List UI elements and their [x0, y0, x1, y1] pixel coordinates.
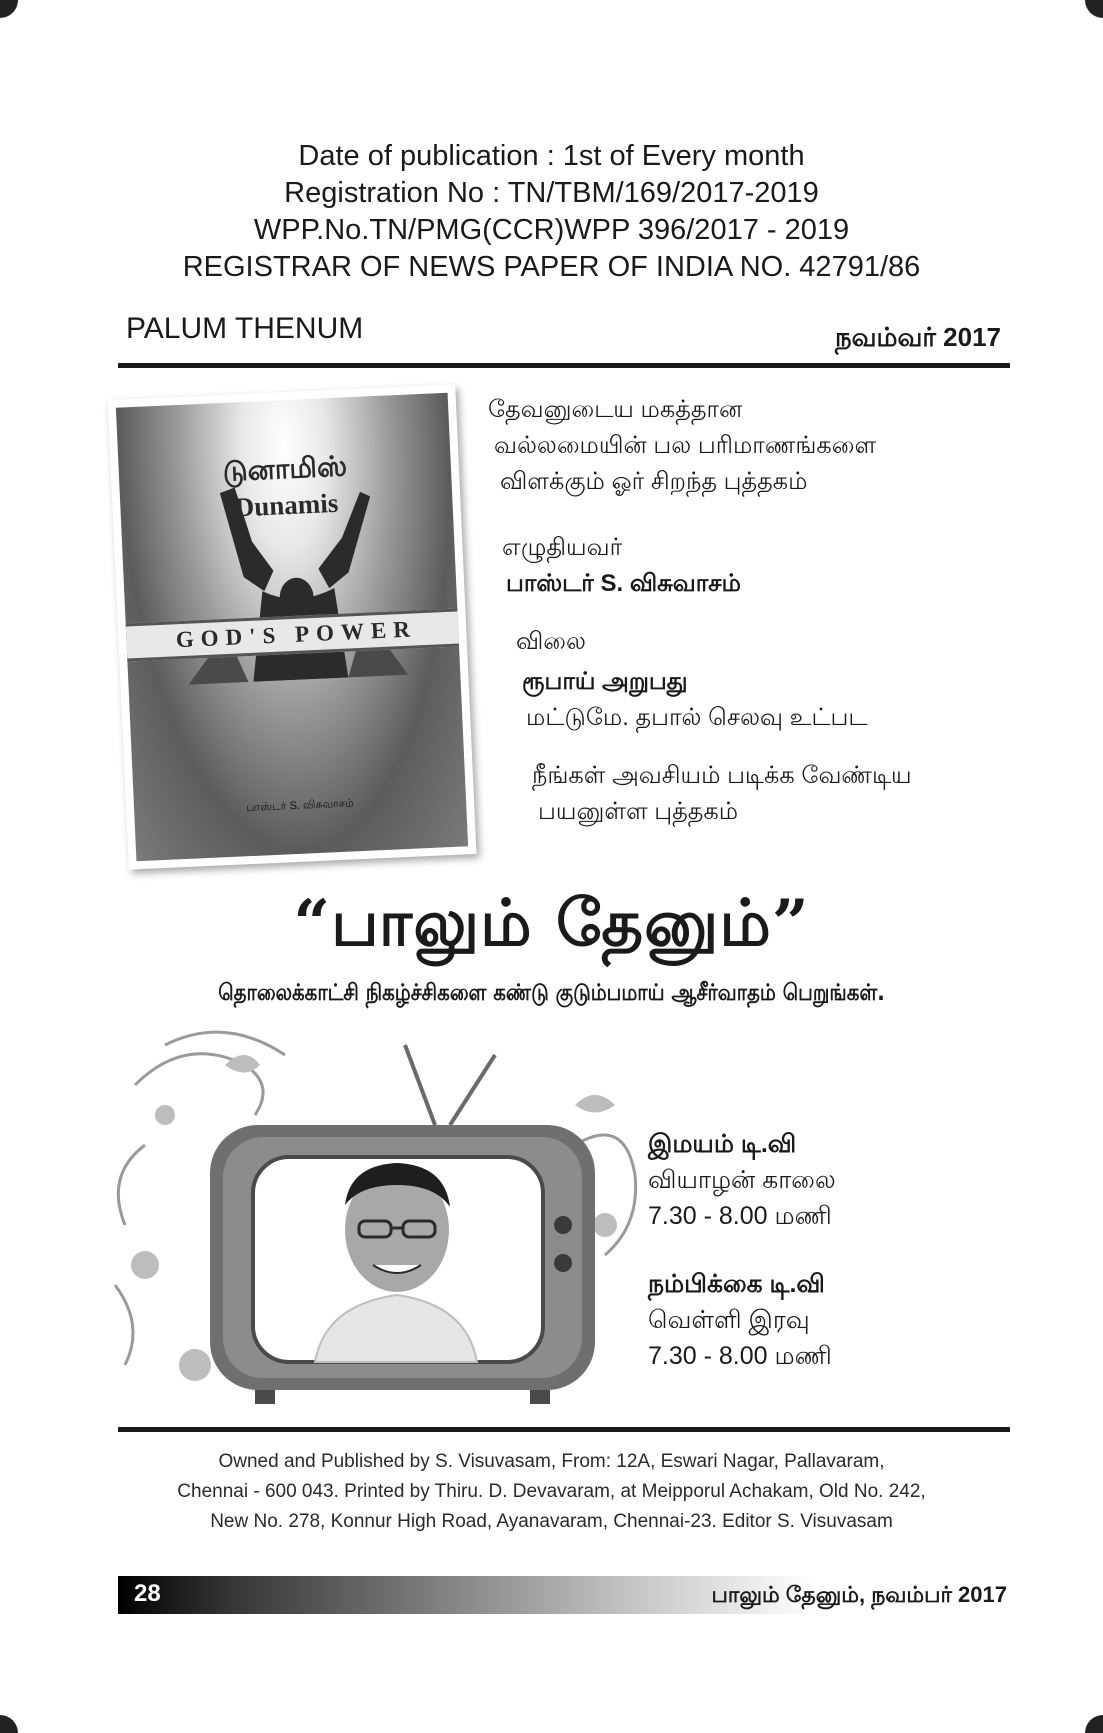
channel-name: இமயம் டி.வி [648, 1130, 797, 1158]
page-corner [0, 1715, 18, 1733]
schedule-item [648, 1266, 832, 1374]
author-name: பாஸ்டர் S. விசுவாசம் [506, 570, 741, 597]
imprint-line: New No. 278, Konnur High Road, Ayanavaram, Chennai-23. Editor S. Visuvasam [210, 1511, 893, 1532]
publication-details [0, 138, 1103, 286]
author-label: எழுதியவர் [502, 534, 623, 561]
broadcast-day: வியாழன் காலை [648, 1166, 836, 1194]
page-corner [1085, 1715, 1103, 1733]
registrar-number: REGISTRAR OF NEWS PAPER OF INDIA NO. 42791/86 [182, 251, 921, 283]
registration-number: Registration No : TN/TBM/169/2017-2019 [284, 177, 819, 209]
divider [118, 363, 1010, 368]
price-value: ரூபாய் அறுபது [522, 668, 688, 695]
book-title-english: Dunamis [234, 487, 339, 523]
book-description-line: தேவனுடைய மகத்தான [488, 396, 743, 423]
recommendation-line: பயனுள்ள புத்தகம் [538, 798, 739, 825]
book-title-tamil: டுனாமிஸ் [221, 449, 348, 488]
imprint [0, 1447, 1103, 1537]
page-number: 28 [134, 1580, 161, 1607]
price-label: விலை [516, 628, 586, 655]
broadcast-time: 7.30 - 8.00 மணி [648, 1342, 832, 1370]
footer-title: பாலும் தேனும், நவம்பர் 2017 [711, 1582, 1007, 1607]
recommendation [532, 758, 912, 830]
publication-date: Date of publication : 1st of Every month [298, 140, 805, 172]
show-subtitle: தொலைக்காட்சி நிகழ்ச்சிகளை கண்டு குடும்பமாய் ஆசீர்வாதம் பெறுங்கள். [218, 980, 885, 1006]
wpp-number: WPP.No.TN/PMG(CCR)WPP 396/2017 - 2019 [253, 214, 850, 246]
broadcast-day: வெள்ளி இரவு [648, 1306, 810, 1334]
divider [118, 1427, 1010, 1432]
channel-name: நம்பிக்கை டி.வி [648, 1270, 825, 1298]
book-banner: GOD'S POWER [116, 608, 468, 662]
book-description-line: வல்லமையின் பல பரிமாணங்களை [494, 432, 877, 459]
book-cover-author: பாஸ்டர் S. விசுவாசம் [246, 797, 355, 815]
recommendation-line: நீங்கள் அவசியம் படிக்க வேண்டிய [532, 762, 912, 789]
issue-date: நவம்வர் 2017 [834, 322, 1001, 352]
tv-illustration [105, 1025, 645, 1425]
imprint-line: Owned and Published by S. Visuvasam, From: 12A, Eswari Nagar, Pallavaram, [218, 1451, 885, 1472]
book-description [488, 392, 876, 500]
price-note: மட்டுமே. தபால் செலவு உட்பட [526, 704, 868, 731]
magazine-name: PALUM THENUM [126, 312, 364, 345]
page-corner [0, 0, 18, 18]
book-description-line: விளக்கும் ஓர் சிறந்த புத்தகம் [500, 468, 808, 495]
show-title: “பாலும் தேனும்” [293, 886, 810, 961]
schedule-item [648, 1126, 836, 1234]
page-corner [1085, 0, 1103, 18]
imprint-line: Chennai - 600 043. Printed by Thiru. D. Devavaram, at Meipporul Achakam, Old No. 242, [177, 1481, 926, 1502]
book-cover [108, 384, 477, 869]
broadcast-time: 7.30 - 8.00 மணி [648, 1202, 832, 1230]
